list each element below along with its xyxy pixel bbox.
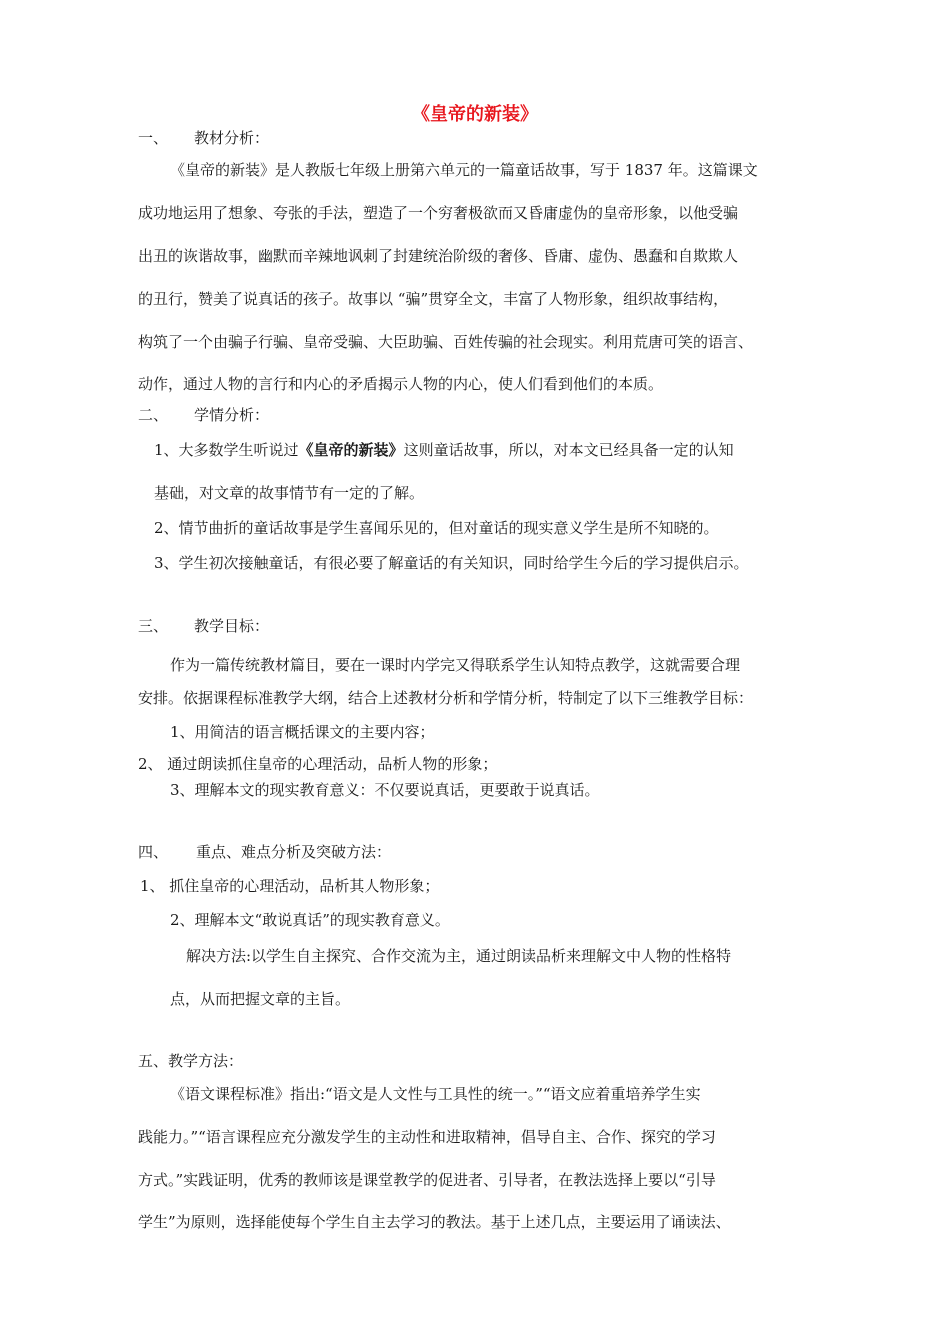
document-title: 《皇帝的新装》 [412,104,538,125]
section-1-heading: 教材分析： [194,129,270,147]
section-5-line-1: 《语文课程标准》指出:“语文是人文性与工具性的统一。”“语文应着重培养学生实 [170,1085,701,1103]
section-2-item-3: 3、学生初次接触童话，有很必要了解童话的有关知识，同时给学生今后的学习提供启示。 [154,554,749,572]
section-5-line-2: 践能力。”“语言课程应充分激发学生的主动性和进取精神，倡导自主、合作、探究的学习 [138,1128,716,1146]
section-4-item-1: 1、 抓住皇帝的心理活动，品析其人物形象； [140,877,440,895]
section-3-number: 三、 [138,617,169,635]
section-3-heading: 教学目标： [194,617,270,635]
section-3-goal-3: 3、理解本文的现实教育意义：不仅要说真话，更要敢于说真话。 [170,781,600,799]
section-4-heading: 重点、难点分析及突破方法： [196,843,392,861]
section-3-para-2: 安排。依据课程标准教学大纲，结合上述教材分析和学情分析，特制定了以下三维教学目标： [138,689,754,707]
section-2-number: 二、 [138,406,169,424]
section-3-goal-1: 1、用简洁的语言概括课文的主要内容； [170,723,435,741]
section-4-solve-1: 解决方法:以学生自主探究、合作交流为主，通过朗读品析来理解文中人物的性格特 [186,947,732,965]
section-5-line-4: 学生”为原则，选择能使每个学生自主去学习的教法。基于上述几点，主要运用了诵读法、 [138,1213,731,1231]
section-1-line-2: 成功地运用了想象、夸张的手法，塑造了一个穷奢极欲而又昏庸虚伪的皇帝形象，以他受骗 [138,204,739,222]
section-4-solve-2: 点，从而把握文章的主旨。 [170,990,351,1008]
section-4-item-2: 2、理解本文“敢说真话”的现实教育意义。 [170,911,450,929]
section-1-line-3: 出丑的诙谐故事，幽默而辛辣地讽刺了封建统治阶级的奢侈、昏庸、虚伪、愚蠢和自欺欺人 [138,247,739,265]
section-2-item-1: 1、大多数学生听说过《皇帝的新装》这则童话故事，所以，对本文已经具备一定的认知 [154,441,734,459]
section-1-line-1: 《皇帝的新装》是人教版七年级上册第六单元的一篇童话故事，写于 1837 年。这篇课文 [170,161,758,179]
section-1-line-5: 构筑了一个由骗子行骗、皇帝受骗、大臣助骗、百姓传骗的社会现实。利用荒唐可笑的语言、 [138,333,754,351]
section-1-number: 一、 [138,129,169,147]
section-2-item-2: 2、情节曲折的童话故事是学生喜闻乐见的，但对童话的现实意义学生是所不知晓的。 [154,519,719,537]
section-5-heading: 五、教学方法： [138,1052,244,1070]
section-2-item-1-cont: 基础，对文章的故事情节有一定的了解。 [154,484,425,502]
section-5-line-3: 方式。”实践证明，优秀的教师该是课堂教学的促进者、引导者，在教法选择上要以“引导 [138,1171,716,1189]
section-3-para-1: 作为一篇传统教材篇目，要在一课时内学完又得联系学生认知特点教学，这就需要合理 [170,656,741,674]
section-3-goal-2: 2、 通过朗读抓住皇帝的心理活动，品析人物的形象； [138,755,498,773]
section-4-number: 四、 [138,843,169,861]
section-1-line-4: 的丑行，赞美了说真话的孩子。故事以 “骗”贯穿全文，丰富了人物形象，组织故事结构， [138,290,729,308]
section-1-line-6: 动作，通过人物的言行和内心的矛盾揭示人物的内心，使人们看到他们的本质。 [138,375,664,393]
section-2-heading: 学情分析： [194,406,270,424]
